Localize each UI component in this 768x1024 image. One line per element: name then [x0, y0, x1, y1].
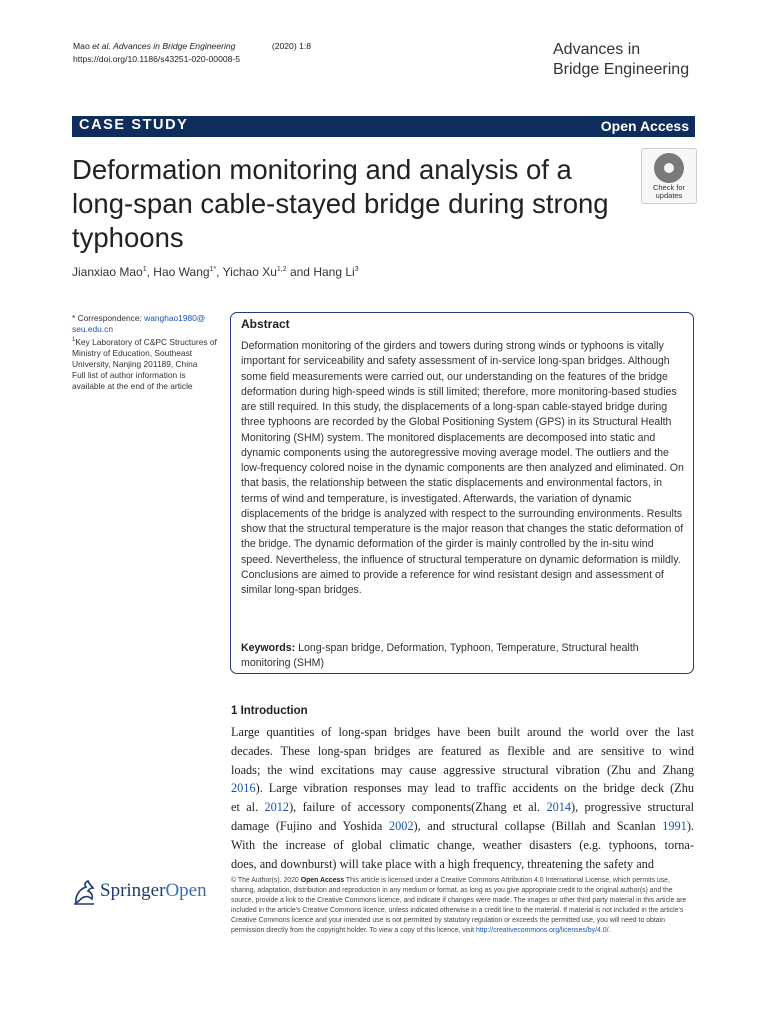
header-etal: et al.	[92, 41, 111, 51]
intro-text: ), and structural collapse (Billah and Scanlan	[413, 818, 663, 833]
intro-text: decades. These long-span bridges are featured as flexible and are sensitive to wind	[231, 743, 694, 758]
intro-text: et al.	[231, 800, 265, 815]
author-info-sidebar	[72, 313, 217, 392]
publisher-name-main: Springer	[100, 880, 166, 901]
intro-line	[231, 817, 694, 836]
citation-link[interactable]: 1991	[662, 818, 687, 833]
check-updates-line-2: updates	[655, 191, 683, 200]
citation-link[interactable]: 2014	[546, 800, 572, 815]
author-name[interactable]: Hao Wang	[153, 265, 210, 279]
intro-line	[231, 855, 694, 874]
running-header	[73, 40, 311, 66]
citation-link[interactable]: 2016	[231, 781, 256, 796]
intro-text: Large quantities of long-span bridges have been built around the world over the last	[231, 725, 694, 739]
author-name[interactable]: Jianxiao Mao	[72, 265, 143, 279]
publisher-name-suffix: Open	[165, 880, 207, 901]
case-study-label: CASE STUDY	[79, 117, 189, 133]
section-heading-introduction: 1 Introduction	[231, 705, 308, 717]
article-title: Deformation monitoring and analysis of a long-span cable-stayed bridge during strong typhoons	[72, 154, 609, 253]
author-affiliation-sup: 1	[142, 266, 147, 273]
journal-line-2: Bridge Engineering	[553, 60, 690, 78]
header-issue: (2020) 1:8	[271, 41, 312, 51]
intro-text: ).	[686, 818, 694, 833]
check-updates-icon	[654, 153, 684, 183]
intro-text: does, and downburst) will take place with a high frequency, threatening the safety and	[231, 856, 654, 871]
intro-line	[231, 761, 694, 780]
check-updates-line-1: Check for	[652, 183, 686, 192]
intro-text: ). Large vibration responses may lead to traffic accidents on the bridge deck (Zhu	[255, 781, 694, 796]
introduction-body	[231, 723, 694, 873]
correspondence-label: * Correspondence:	[72, 313, 142, 323]
open-access-label: Open Access	[600, 118, 689, 134]
intro-line	[231, 742, 694, 761]
intro-text: ), progressive structural	[571, 800, 694, 815]
doi-link[interactable]: https://doi.org/10.1186/s43251-020-00008-5	[73, 54, 241, 64]
journal-line-1: Advances in	[553, 41, 641, 58]
author-name[interactable]: Yichao Xu	[222, 265, 277, 279]
citation-link[interactable]: 2002	[388, 818, 414, 833]
author-list: Jianxiao Mao$^1$, Hao Wang$^{1*}$, Yichao Xu$^{1,2}$ and Hang Li$^3$	[72, 265, 359, 279]
header-journal: Advances in Bridge Engineering	[113, 41, 236, 51]
full-list-note: Full list of author information is available at the end of the article	[72, 369, 193, 391]
header-author: Mao	[73, 41, 90, 51]
publisher-name	[100, 880, 207, 902]
citation-link[interactable]: 2012	[264, 800, 290, 815]
license-text: This article is licensed under a Creative Commons Attribution 4.0 International License, which permits use, sharing, adaptation, distribution and reproduction in any medium or format, as long as you give appropriate credit to the original author(s) and the source, provide a link to the Creative Commons licence, and indicate if changes were made. The images or other third party material in this article are included in the article's Creative Commons licence, unless indicated otherwise in a credit line to the material. If material is not included in the article's Creative Commons licence and your intended use is not permitted by statutory regulation or exceeds the permitted use, you will need to obtain permission directly from the copyright holder. To view a copy of this licence, visit	[231, 877, 687, 934]
author-name[interactable]: Hang Li	[313, 265, 355, 279]
license-footer	[231, 876, 696, 936]
intro-line	[231, 836, 694, 855]
intro-text: With the increase of global climatic change, weather disasters (e.g. typhoons, torna-	[231, 837, 694, 852]
abstract-heading: Abstract	[241, 317, 290, 331]
intro-text: damage (Fujino and Yoshida	[231, 818, 389, 833]
intro-line	[231, 779, 694, 798]
check-for-updates-badge[interactable]	[641, 148, 697, 204]
intro-line	[231, 798, 694, 817]
affiliation-sup: 1	[72, 337, 76, 343]
article-type-banner	[72, 116, 695, 137]
author-affiliation-sup: 3	[354, 266, 359, 273]
author-affiliation-sup: 1,2	[276, 266, 287, 273]
keywords	[241, 641, 685, 672]
author-affiliation-sup: 1*	[209, 266, 217, 273]
license-url-link[interactable]: http://creativecommons.org/licenses/by/4.0/	[475, 927, 609, 934]
springer-horse-icon	[72, 879, 96, 905]
abstract-text: Deformation monitoring of the girders and towers during strong winds or typhoons is vitally important for serviceability and safety assessment of in-service long-span bridges. Although some field measurements were carried out, our understanding on the features of the bridge deformation during high-speed winds is still limited; therefore, more monitoring-based studies are still required. In this study, the displacements of a long-span cable-stayed bridge during three typhoons are recorded by the Global Positioning System (GPS) in its Structural Health Monitoring (SHM) system. The monitored displacements are decomposed into static and dynamic components using the autoregressive moving average model. The outliers and the low-frequency colored noise in the dynamic components are then analyzed and eliminated. On that basis, the relationship between the static displacements and environmental factors, in terms of wind and temperature, is investigated. Afterwards, the variation of dynamic displacements of the bridge is analyzed with respect to the surrounding environments. Results show that the structural temperature is the major reason that changes the static deformation of the bridge. The dynamic deformation of the girder is mainly controlled by the in-situ wind speed. Nevertheless, the influence of structural temperature on dynamic deformation is mildly. Conclusions are aimed to provide a reference for wind resistant design and assessment of similar long-span bridges.	[241, 340, 684, 597]
correspondence-email-cont[interactable]: seu.edu.cn	[72, 324, 113, 334]
copyright-notice: © The Author(s). 2020	[231, 877, 299, 884]
correspondence-email[interactable]: wanghao1980@	[144, 313, 206, 323]
footer-open-access: Open Access	[300, 877, 345, 884]
journal-name	[553, 40, 689, 79]
keywords-list: Long-span bridge, Deformation, Typhoon, Temperature, Structural health monitoring (SHM)	[241, 642, 639, 670]
intro-text: ), failure of accessory components(Zhang et al.	[289, 800, 547, 815]
keywords-label: Keywords:	[241, 642, 296, 654]
intro-text: loads; the wind excitations may cause aggressive structural vibration (Zhu and Zhang	[231, 762, 694, 777]
intro-line	[231, 723, 694, 742]
affiliation-text: Key Laboratory of C&PC Structures of Ministry of Education, Southeast University, Nanjing 201189, China	[72, 336, 217, 369]
license-end: .	[608, 927, 611, 934]
